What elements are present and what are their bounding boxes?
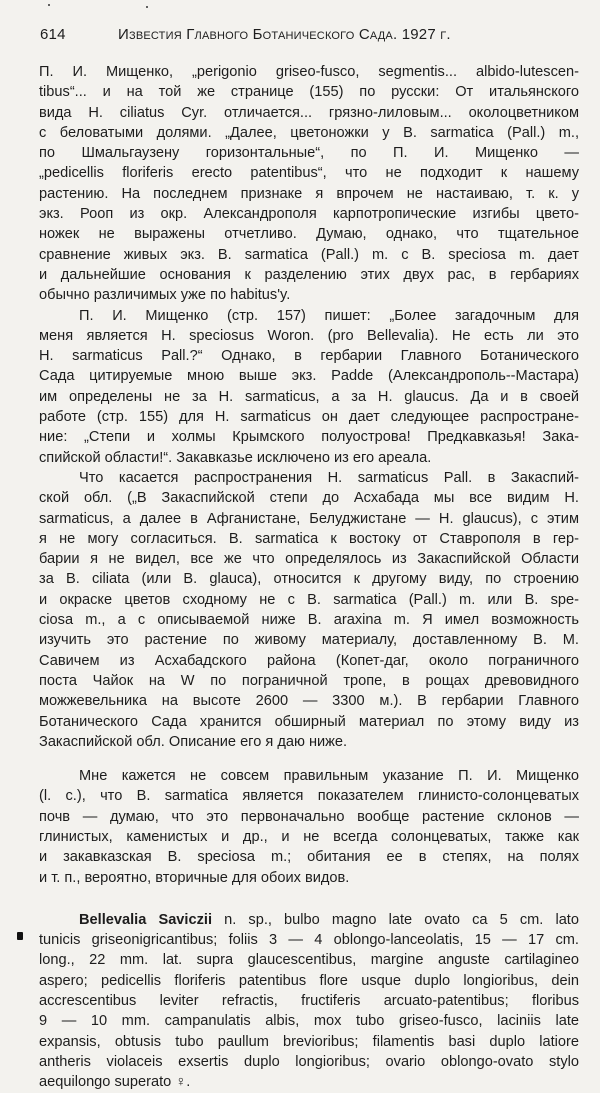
speck (146, 6, 148, 8)
text-line: Что касается распространения H. sarmaticus Pall. в Закаспий- (79, 469, 579, 486)
speck (48, 4, 50, 6)
text-line: им определены не за H. sarmaticus, а за H. glaucus. Да и в своей (39, 388, 579, 405)
text-line: aequilongo superato ♀. (39, 1074, 191, 1091)
text-line: работе (стр. 155) для H. sarmaticus он дает следующее распростране- (39, 409, 579, 426)
text-line: expansis, obtusis tubo paullum brevioribus; filamentis basi duplo latiore (39, 1033, 579, 1050)
text-line: (l. c.), что B. sarmatica является показателем глинисто-солонцеватых (39, 788, 579, 805)
text-line: Мне кажется не совсем правильным указание П. И. Мищенко (79, 768, 579, 785)
text-line: я не могу согласиться. B. sarmatica к востоку от Ставрополя в гер- (39, 530, 579, 547)
paragraph-3 (39, 468, 579, 752)
text-run: n. sp., bulbo magno late ovato ca 5 cm. lato (212, 911, 579, 928)
text-line: и закавказская B. speciosa m.; обитания ее в степях, на полях (39, 849, 579, 866)
text-line: можжевельника на высоте 2600 — 3300 м.). В гербарии Главного (39, 693, 579, 710)
text-line: меня является H. speciosus Woron. (pro Bellevalia). Не есть ли это (39, 327, 579, 344)
text-line: барии я не видел, все же что определялось из Закаспийской Области (39, 551, 579, 568)
page-body (39, 62, 579, 1093)
text-line: „pedicellis floriferis erecto patentibus“, что не подходит к нашему (39, 165, 579, 182)
ink-blot (17, 932, 23, 940)
paragraph-1 (39, 62, 579, 306)
text-line: сравнение живых экз. B. sarmatica (Pall.) m. с B. speciosa m. дает (39, 246, 579, 263)
species-description (39, 910, 579, 1093)
text-line: long., 22 mm. lat. supra glaucescentibus, margine anguste cartilagineo (39, 952, 579, 969)
text-line: ciosa m., а с описываемой ниже B. araxina m. Я имел возможность (39, 612, 579, 629)
text-line: растению. На последнем признаке я впрочем не настаиваю, т. к. у (39, 185, 579, 202)
text-line: Савичем из Асхабадского района (Копет-даг, около пограничного (39, 652, 579, 669)
text-line: sarmaticus, а далее в Афганистане, Белуджистане — H. glaucus), с этим (39, 510, 579, 527)
text-line: ской обл. („В Закаспийской степи до Асхабада мы все видим H. (39, 490, 579, 507)
text-line: accrescentibus leviter refractis, fructiferis arcuato-patentibus; floribus (39, 993, 579, 1010)
text-line: ножек не выражены отчетливо. Думаю, однако, что тщательное (39, 226, 579, 243)
text-line: обычно различимых уже по habitus'y. (39, 287, 291, 304)
page-number: 614 (40, 26, 66, 43)
text-line: с беловатыми долями. „Далее, цветоножки у B. sarmatica (Pall.) m., (39, 124, 579, 141)
text-line: по Шмальгаузену горизонтальные“, по П. И. Мищенко — (39, 145, 579, 162)
paragraph-4 (39, 766, 579, 888)
text-line: за B. ciliata (или B. glauca), относится к другому виду, по строению (39, 571, 579, 588)
text-line: ние: „Степи и холмы Крымского полуострова! Предкавказья! Зака- (39, 429, 579, 446)
text-line: aspero; pedicellis floriferis patentibus flore usque duplo longioribus, dein (39, 972, 579, 989)
text-line: Сада цитируемые мною выше экз. Padde (Александрополь--Мастара) (39, 368, 579, 385)
text-line: экз. Рооп из окр. Александрополя карпотропические изгибы цвето- (39, 206, 579, 223)
text-line: H. sarmaticus Pall.?“ Однако, в гербарии Главного Ботанического (39, 348, 579, 365)
text-line: глинистых, каменистых и др., и не всегда солонцеватых, также как (39, 828, 579, 845)
text-line: и т. п., вероятно, вторичные для обоих видов. (39, 869, 350, 886)
text-line: tibus“... и на той же странице (155) по русски: От итальянского (39, 84, 579, 101)
text-line: спийской области!“. Закавказье исключено из его ареала. (39, 449, 432, 466)
text-line: antheris violaceis exsertis duplo longioribus; ovario oblongo-ovato stylo (39, 1053, 579, 1070)
text-line: вида H. ciliatus Cyr. отличается... грязно-лиловым... околоцветником (39, 104, 579, 121)
text-line: изучить это растение по живому материалу, доставленному B. M. (39, 632, 579, 649)
species-name: Bellevalia Saviczii (79, 911, 212, 928)
text-line: Ботанического Сада хранится обширный материал по этому виду из (39, 713, 579, 730)
text-line: поста Чайок на W по пограничной тропе, в рощах древовидного (39, 672, 579, 689)
text-line: и дальнейшие основания к разделению этих двух рас, в гербариях (39, 266, 579, 283)
text-line: Закаспийской обл. Описание его я даю ниже. (39, 733, 348, 750)
text-line: и окраске цветов сходному не с B. sarmatica (Pall.) m. или B. spe- (39, 591, 579, 608)
text-line: почв — думаю, что это первоначально вообще растение склонов — (39, 808, 579, 825)
text-line: 9 — 10 mm. campanulatis albis, mox tubo griseo-fusco, laciniis late (39, 1013, 579, 1030)
journal-title: Известия Главного Ботанического Сада. 1927 г. (118, 26, 451, 43)
text-line (39, 910, 579, 930)
text-line: П. И. Мищенко (стр. 157) пишет: „Более загадочным для (79, 307, 579, 324)
text-line: tunicis griseonigricantibus; foliis 3 — 4 oblongo-lanceolatis, 15 — 17 cm. (39, 932, 579, 949)
text-line: П. И. Мищенко, „perigonio griseo-fusco, segmentis... albido-lutescen- (39, 64, 579, 80)
paragraph-2 (39, 306, 579, 468)
